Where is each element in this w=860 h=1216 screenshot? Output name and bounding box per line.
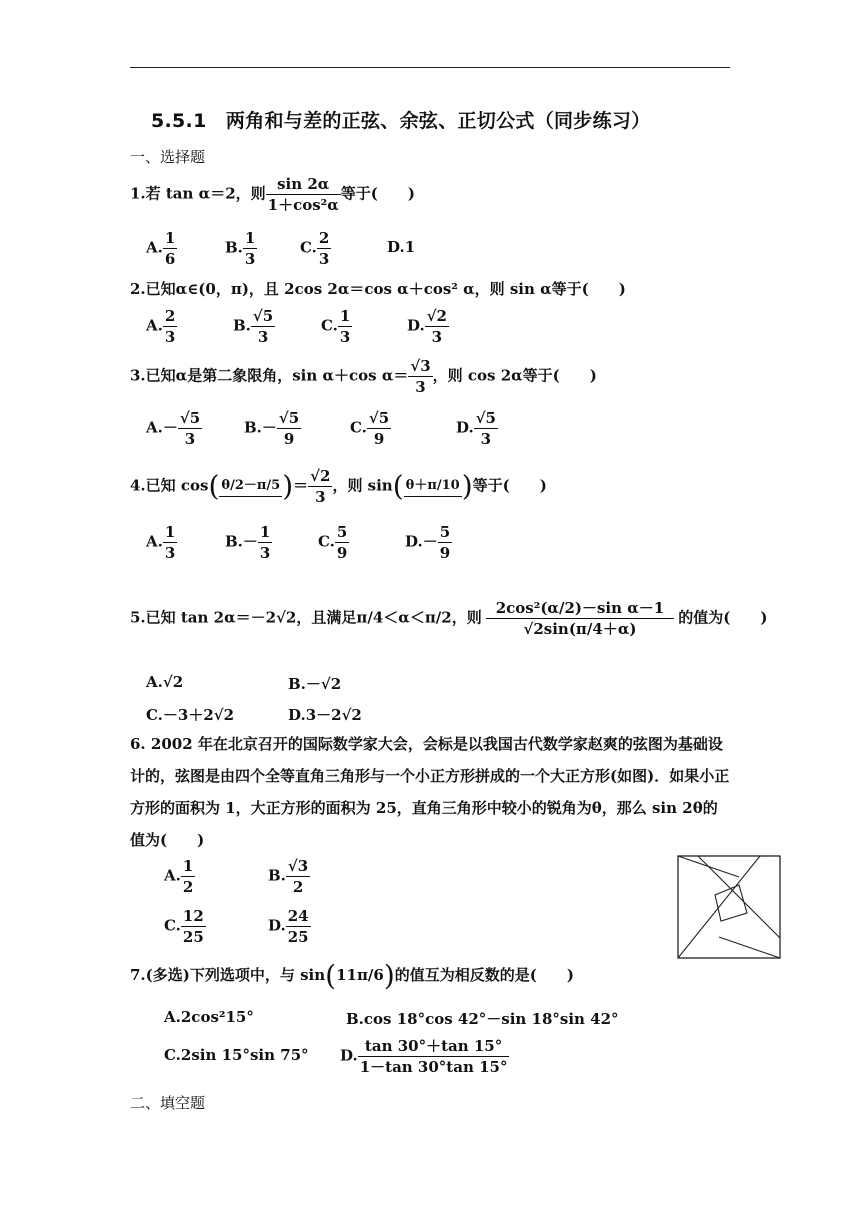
page-title: 5.5.1 两角和与差的正弦、余弦、正切公式（同步练习）	[151, 110, 651, 132]
q1-option-c: C. $\frac{2}{3}$	[300, 229, 330, 268]
q2-option-d: D. $\frac{√2}{3}$	[407, 307, 447, 346]
q7-option-b: B.cos 18°cos 42°－sin 18°sin 42°	[346, 1010, 619, 1028]
q5-option-d: D.3－2√2	[288, 706, 362, 724]
q5-option-b: B.－√2	[288, 675, 342, 693]
q4-option-b: B.－ $\frac{1}{3}$	[225, 523, 271, 562]
question-4: 4.已知 cos( θ/2－π/5 )＝ $\frac{√2}{3}$ ，则 sin( θ＋π/10 )等于( )	[130, 467, 547, 506]
header-rule	[130, 67, 730, 68]
q3-option-b: B.－ $\frac{√5}{9}$	[244, 409, 300, 448]
leg-line	[678, 856, 739, 877]
question-5: 5.已知 tan 2α＝－2√2，且满足π/4＜α＜π/2，则 $\frac{\text{2cos²(α/2)－sin α－1}}{√2\sin(\pi/4+\alpha)}$ 的值为( )	[130, 599, 768, 638]
q6-option-a: A. $\frac{1}{2}$	[164, 857, 194, 896]
q2-option-c: C. $\frac{1}{3}$	[321, 307, 351, 346]
outer-square	[678, 856, 780, 958]
zhao-shuang-chord-diagram	[677, 855, 781, 959]
question-1: 1.若 tan α＝2，则 $\frac{\sin 2\alpha}{\text{1＋cos²α}}$ 等于( )	[130, 175, 415, 214]
q6-option-c: C. $\frac{12}{25}$	[164, 907, 204, 946]
q1-option-b: B. $\frac{1}{3}$	[225, 229, 256, 268]
q1-option-a: A. $\frac{1}{6}$	[146, 229, 176, 268]
q7-arg: 11π/6	[336, 966, 384, 984]
q3-option-c: C. $\frac{√5}{9}$	[350, 409, 390, 448]
section-choice: 一、选择题	[130, 148, 206, 166]
q4-option-d: D.－ $\frac{5}{9}$	[405, 523, 451, 562]
q7-option-d: D. $\frac{\tan 30^\circ+\tan 15^\circ}{1-\tan 30^\circ\tan 15^\circ}$	[340, 1037, 508, 1076]
q2-option-a: A. $\frac{2}{3}$	[146, 307, 176, 346]
hypotenuse-line	[678, 856, 760, 958]
question-7: 7.(多选)下列选项中，与 sin(11π/6)的值互为相反数的是( )	[130, 959, 574, 992]
q6-option-b: B. $\frac{√3}{2}$	[268, 857, 309, 896]
q5-option-c: C.－3＋2√2	[146, 706, 235, 724]
question-3: 3.已知α是第二象限角，sin α＋cos α＝ $\frac{√3}{3}$ ，则 cos 2α等于( )	[130, 357, 597, 396]
q6-option-d: D. $\frac{24}{25}$	[268, 907, 309, 946]
hypotenuse-line	[698, 856, 780, 938]
q3-option-a: A.－ $\frac{√5}{3}$	[146, 409, 201, 448]
q4-arg1: θ/2－π/5	[219, 476, 282, 497]
q3-option-d: D. $\frac{√5}{3}$	[456, 409, 496, 448]
q5-condition: π/4＜α＜π/2	[356, 608, 452, 627]
q4-option-c: C. $\frac{5}{9}$	[318, 523, 348, 562]
inner-square	[715, 885, 747, 921]
q7-option-c: C.2sin 15°sin 75°	[164, 1046, 309, 1064]
q4-arg2: θ＋π/10	[404, 476, 462, 497]
leg-line	[719, 937, 780, 958]
q4-option-a: A. $\frac{1}{3}$	[146, 523, 176, 562]
q5-option-a: A.√2	[146, 673, 184, 691]
section-fill-in: 二、填空题	[130, 1094, 206, 1112]
question-6: 6. 2002 年在北京召开的国际数学家大会，会标是以我国古代数学家赵爽的弦图为基础设计的，弦图是由四个全等直角三角形与一个小正方形拼成的一个大正方形(如图)．如果小正方形的面积为 1，大正方形的面积为 25，直角三角形中较小的锐角为θ，那么 sin 2θ的值为( )	[130, 735, 730, 849]
question-2: 2.已知α∈(0，π)，且 2cos 2α＝cos α＋cos² α，则 sin α等于( )	[130, 280, 626, 298]
q2-option-b: B. $\frac{√5}{3}$	[233, 307, 274, 346]
q1-option-d: D.1	[387, 238, 416, 256]
q7-option-a: A.2cos²15°	[164, 1008, 254, 1026]
